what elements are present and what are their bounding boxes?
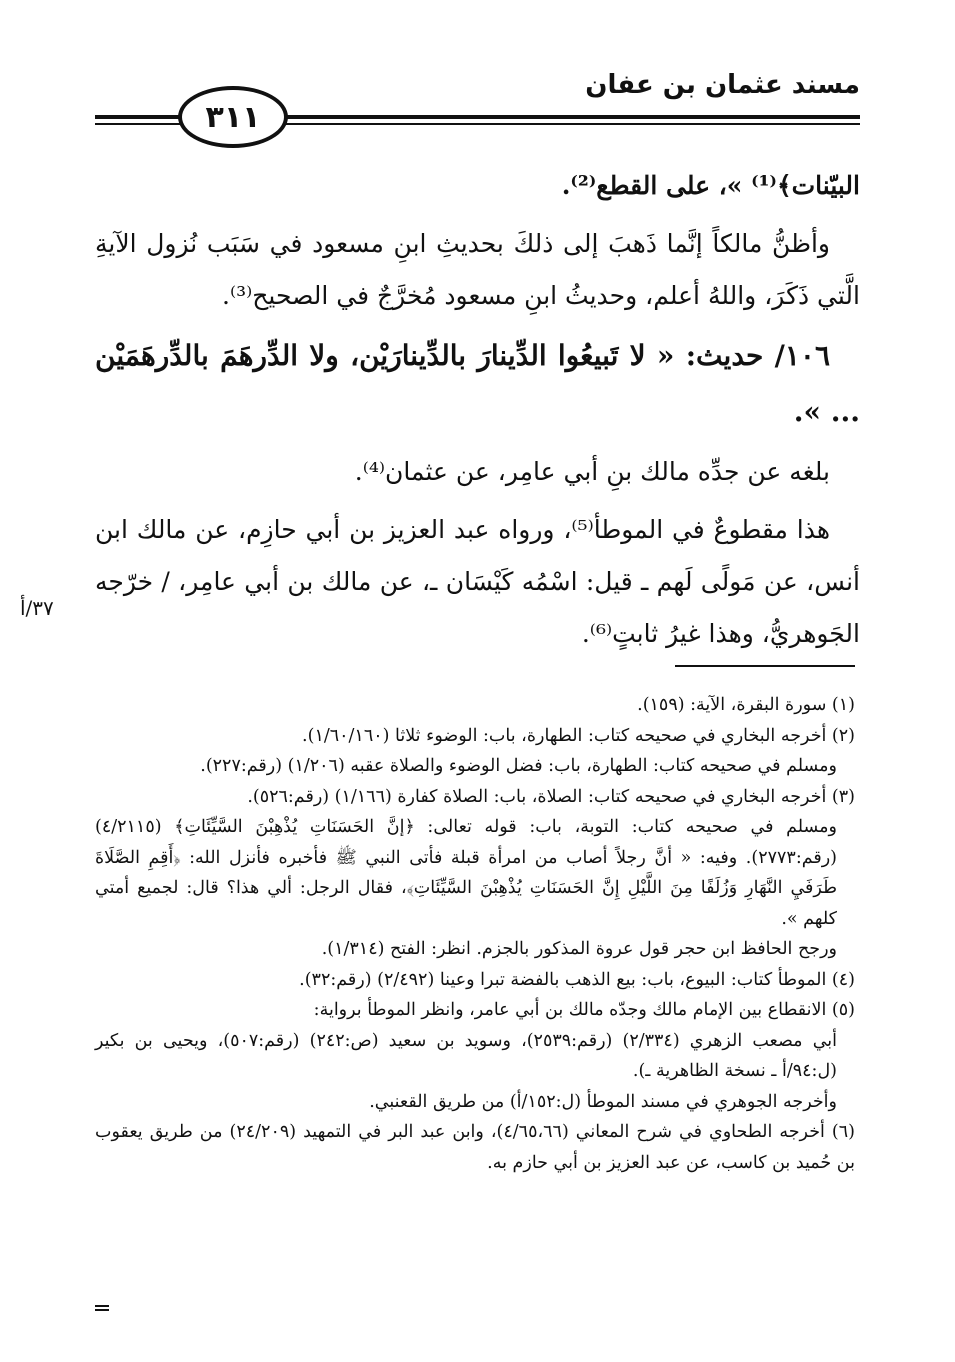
footnote: (١) سورة البقرة، الآية: (١٥٩). [637,695,855,715]
footnote-continuation: ومسلم في صحيحه كتاب: التوبة، باب: قوله تعالى: ﴿إنَّ الحَسَنَاتِ يُذْهِبْنَ السَّيِّئَاتِ﴾ (٤/٢١١٥) (رقم:٢٧٧٣). وفيه: « أنَّ رجلاً أصاب من امرأة قبلة فأتى النبي ﷺ فأخبره فأنزل الله: ﴿أَقِمِ الصَّلَاةَ طَرَفَيِ النَّهَارِ وَزُلَفًا مِنَ اللَّيْلِ إِنَّ الحَسَنَاتِ يُذْهِبْنَ السَّيِّئَاتِ﴾، فقال الرجل: ألي هذا؟ قال: لجميع أمتي كلهم ». [95,817,837,929]
hadith-heading [95,328,860,440]
main-text [95,160,860,666]
hadith-label: حديث: [685,339,764,372]
footnote: (٦) أخرجه الطحاوي في شرح المعاني (٤/٦٥،٦٦)، وابن عبد البر في التمهيد (٢٤/٢٠٩) من طريق يعقوب بن حُميد بن كاسب، عن عبد العزيز بن أبي حازم به. [95,1122,855,1173]
paragraph-2: وأظنُّ مالكاً إنَّما ذَهبَ إلى ذلكَ بحديثِ ابنِ مسعود في سَبَب نُزول الآيةِ الَّتي ذَكَرَ، واللهُ أعلم، وحديثُ ابنِ مسعود مُخرَّجٌ في الصحيح⁽³⁾. [95,229,860,310]
paragraph-1: البيّنات﴾⁽¹⁾ »، على القطع⁽²⁾. [561,171,860,200]
running-header-title: مسند عثمان بن عفان [585,70,860,100]
footnote: (٢) أخرجه البخاري في صحيحه كتاب: الطهارة، باب: الوضوء ثلاثا (١/٦٠/١٦٠). [302,725,855,746]
footnote-continuation: ومسلم في صحيحه كتاب: الطهارة، باب: فضل الوضوء والصلاة عقبه (١/٢٠٦) (رقم:٢٢٧). [200,756,837,776]
page-end-mark [95,1305,109,1311]
paragraph-3: بلغه عن جدِّه مالك بنِ أبي عامِر، عن عثمان⁽⁴⁾. [354,457,830,486]
footnote-continuation: أبي مصعب الزهري (٢/٣٣٤) (رقم:٢٥٣٩)، وسويد بن سعيد (ص:٢٤٢) (رقم:٥٠٧)، ويحيى بن بكير (ل:٩٤/أ ـ نسخة الظاهرية ـ). [95,1030,838,1081]
manuscript-folio-note: ٣٧/أ [20,596,54,620]
footnotes [95,690,855,1178]
hadith-number: ١٠٦/ [774,339,831,372]
footnote: (٥) الانقطاع بين الإمام مالك وجدّه مالك بن أبي عامر، وانظر الموطأ برواية: [313,1000,855,1020]
footnote-continuation: ورجح الحافظ ابن حجر قول عروة المذكور بالجزم. انظر: الفتح (١/٣١٤). [321,939,837,959]
page-number: ٣١١ [178,86,288,148]
paragraph-4: هذا مقطوعٌ في الموطأ⁽⁵⁾، ورواه عبد العزيز بن أبي حازِم، عن مالك ابن أنس، عن مَولًى لَهم ـ قيل: اسْمُه كَيْسَان ـ، عن مالك بن أبي عامِر، / خرّجه الجَوهريُّ، وهذا غيرُ ثابتٍ⁽⁶⁾. [95,515,860,648]
footnote-separator [675,665,855,667]
footnote: (٤) الموطأ كتاب: البيوع، باب: بيع الذهب بالفضة تبرا وعينا (٢/٤٩٢) (رقم:٣٢). [299,969,855,990]
footnote-continuation: وأخرجه الجوهري في مسند الموطأ (ل:١٥٢/أ) من طريق القعنبي. [369,1091,837,1112]
footnote: (٣) أخرجه البخاري في صحيحه كتاب: الصلاة، باب: الصلاة كفارة (١/١٦٦) (رقم:٥٢٦). [247,786,855,807]
hadith-text: « لا تَبيعُوا الدِّينارَ بالدِّينارَيْن، ولا الدِّرهَمَ بالدِّرهَمَيْن ... ». [95,339,860,428]
